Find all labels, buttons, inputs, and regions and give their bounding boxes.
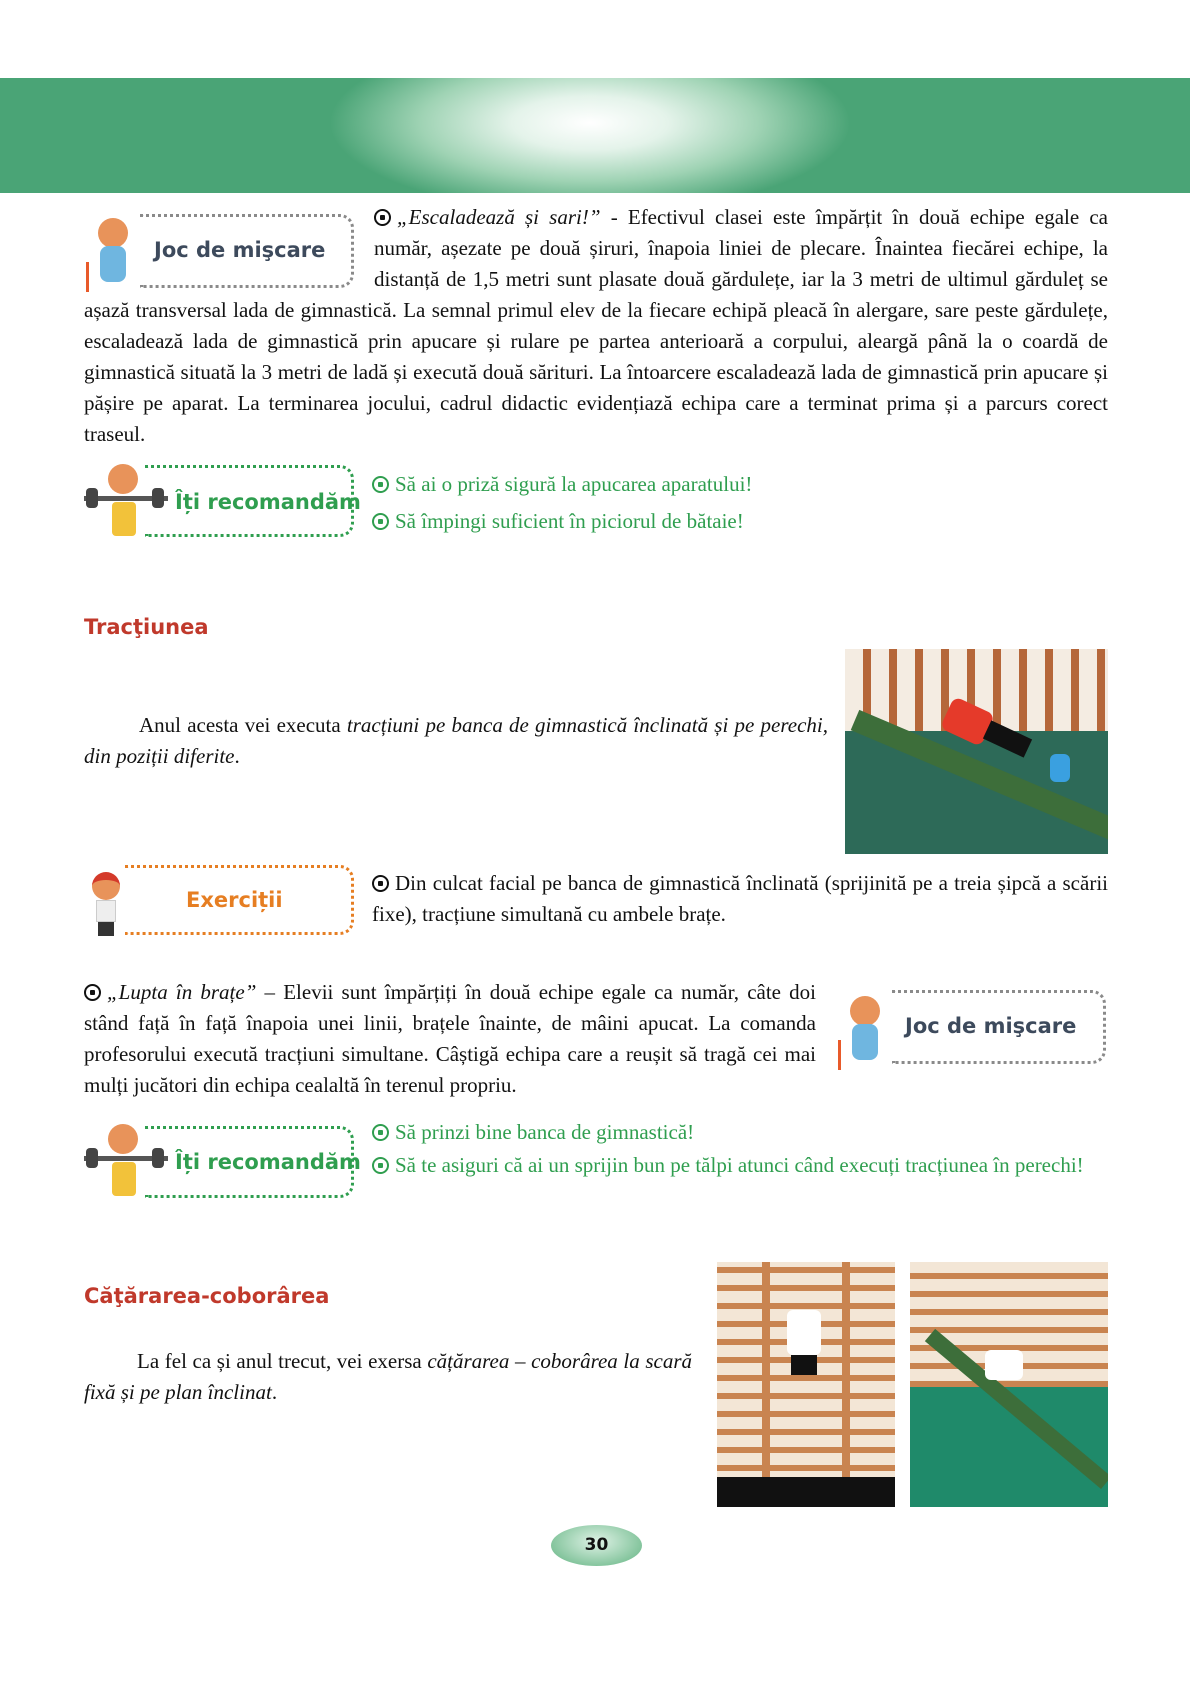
photo-bench-pull — [845, 649, 1108, 854]
game2-tag-label: Joc de mişcare — [905, 1014, 1077, 1038]
header-band — [0, 78, 1190, 193]
recommend-item: Să împingi suficient în piciorul de bătaie! — [372, 503, 752, 540]
game-title: „Escaladează și sari!” — [397, 205, 601, 229]
section-heading-climbing: Căţărarea-coborârea — [84, 1284, 330, 1308]
ball-icon — [84, 984, 101, 1001]
photo-wall-bars-climb — [717, 1262, 895, 1507]
climbing-intro: La fel ca și anul trecut, vei exersa cățărarea – coborârea la scară fixă și pe plan înclinat. — [84, 1349, 692, 1404]
game-description — [84, 202, 1108, 450]
traction-intro: Anul acesta vei executa tracțiuni pe banca de gimnastică înclinată și pe perechi, din poziții diferite. — [84, 713, 828, 768]
photo-inclined-bench — [910, 1262, 1108, 1507]
game2-description: „Lupta în brațe” – Elevii sunt împărțiți în două echipe egale ca număr, câte doi stând față în față înapoia unei linii, brațele înainte, de mâini apucat. La comanda profesorului execută tracțiuni simultane. Câștigă echipa care a reușit să tragă cei mai mulți jucători din echipa cealaltă în terenul propriu. — [84, 980, 816, 1097]
recommend2-list — [372, 1116, 1108, 1182]
game-tag-label: Joc de mişcare — [154, 238, 326, 262]
recommend-tag-label: Îți recomandăm — [175, 490, 361, 514]
recommend2-tag-label: Îți recomandăm — [175, 1150, 361, 1174]
recommend-list — [372, 466, 752, 540]
ball-icon — [374, 209, 391, 226]
game-text: - Efectivul clasei este împărțit în două echipe egale ca număr, așezate pe două șiruri, înapoia liniei de plecare. Înaintea fiecărei echipe, la distanță de 1,5 metri sunt plasate două gărdulețe, iar la 3 metri de ultimul gărduleț se așază transversal lada de gimnastică. La semnal primul elev de la fiecare echipă pleacă în alergare, sare peste gărdulețe, escaladează lada de gimnastică prin apucare și rulare pe partea anterioară a corpului, aleargă până la o coardă de gimnastică situată la 3 metri de ladă și execută două sărituri. La întoarcere escaladează lada de gimnastică prin apucare și pășire pe aparat. La terminarea jocului, cadrul didactic evidențiază echipa care a terminat prima și a parcurs corect traseul. — [84, 205, 1108, 446]
recommend-item: Să te asiguri că ai un sprijin bun pe tălpi atunci când execuți tracțiunea în perechi! — [372, 1149, 1108, 1182]
page-number: 30 — [551, 1525, 642, 1566]
girl-illustration — [836, 988, 896, 1070]
ball-icon — [372, 875, 389, 892]
exercise-text: Din culcat facial pe banca de gimnastică înclinată (sprijinită pe a treia șipcă a scării fixe), tracțiune simultană cu ambele brațe. — [372, 871, 1108, 926]
recommend-item: Să ai o priză sigură la apucarea aparatului! — [372, 466, 752, 503]
section-heading-traction: Tracţiunea — [84, 615, 209, 639]
exercise-tag-label: Exerciții — [186, 888, 283, 912]
recommend-item: Să prinzi bine banca de gimnastică! — [372, 1116, 1108, 1149]
